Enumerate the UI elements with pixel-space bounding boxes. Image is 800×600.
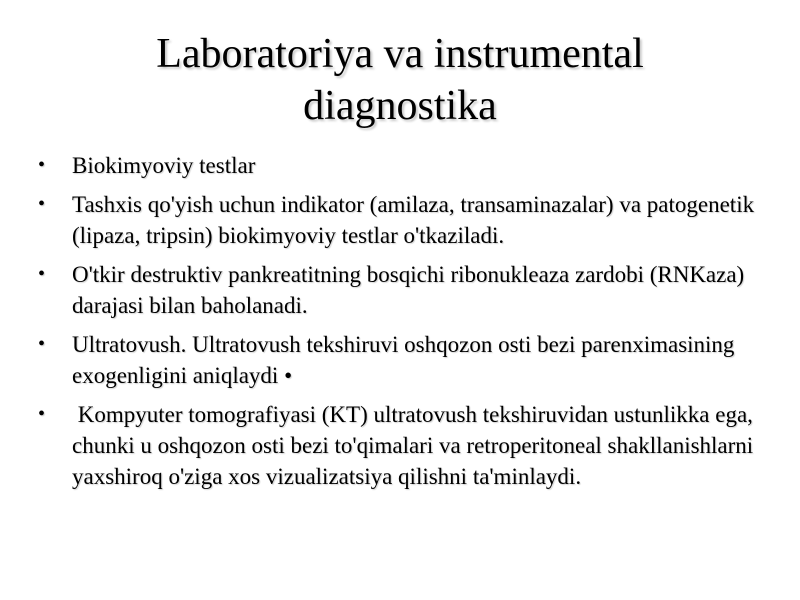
bullet-icon: • (38, 154, 46, 176)
bullet-icon: • (38, 263, 46, 285)
bullet-text: Ultratovush. Ultratovush tekshiruvi oshqozon osti bezi parenximasining exogenligini aniqlaydi • (72, 332, 735, 388)
bullet-list (38, 150, 758, 500)
bullet-text: Kompyuter tomografiyasi (KT) ultratovush tekshiruvidan ustunlikka ega, chunki u oshqozon osti bezi to'qimalari va retroperitoneal shakllanishlarni yaxshiroq o'ziga xos vizualizatsiya qilishni ta'minlaydi. (72, 402, 759, 489)
bullet-icon: • (38, 333, 46, 355)
list-item (38, 259, 758, 321)
bullet-icon: • (38, 403, 46, 425)
bullet-text: O'tkir destruktiv pankreatitning bosqichi ribonukleaza zardobi (RNKaza) darajasi bilan baholanadi. (72, 262, 745, 318)
list-item (38, 150, 758, 181)
list-item (38, 329, 758, 391)
list-item (38, 399, 758, 492)
bullet-text: Tashxis qo'yish uchun indikator (amilaza, transaminazalar) va patogenetik (lipaza, tripsin) biokimyoviy testlar o'tkaziladi. (72, 192, 755, 248)
bullet-icon: • (38, 193, 46, 215)
list-item (38, 189, 758, 251)
slide-title: Laboratoriya va instrumental diagnostika (156, 31, 644, 129)
bullet-text: Biokimyoviy testlar (72, 153, 256, 178)
